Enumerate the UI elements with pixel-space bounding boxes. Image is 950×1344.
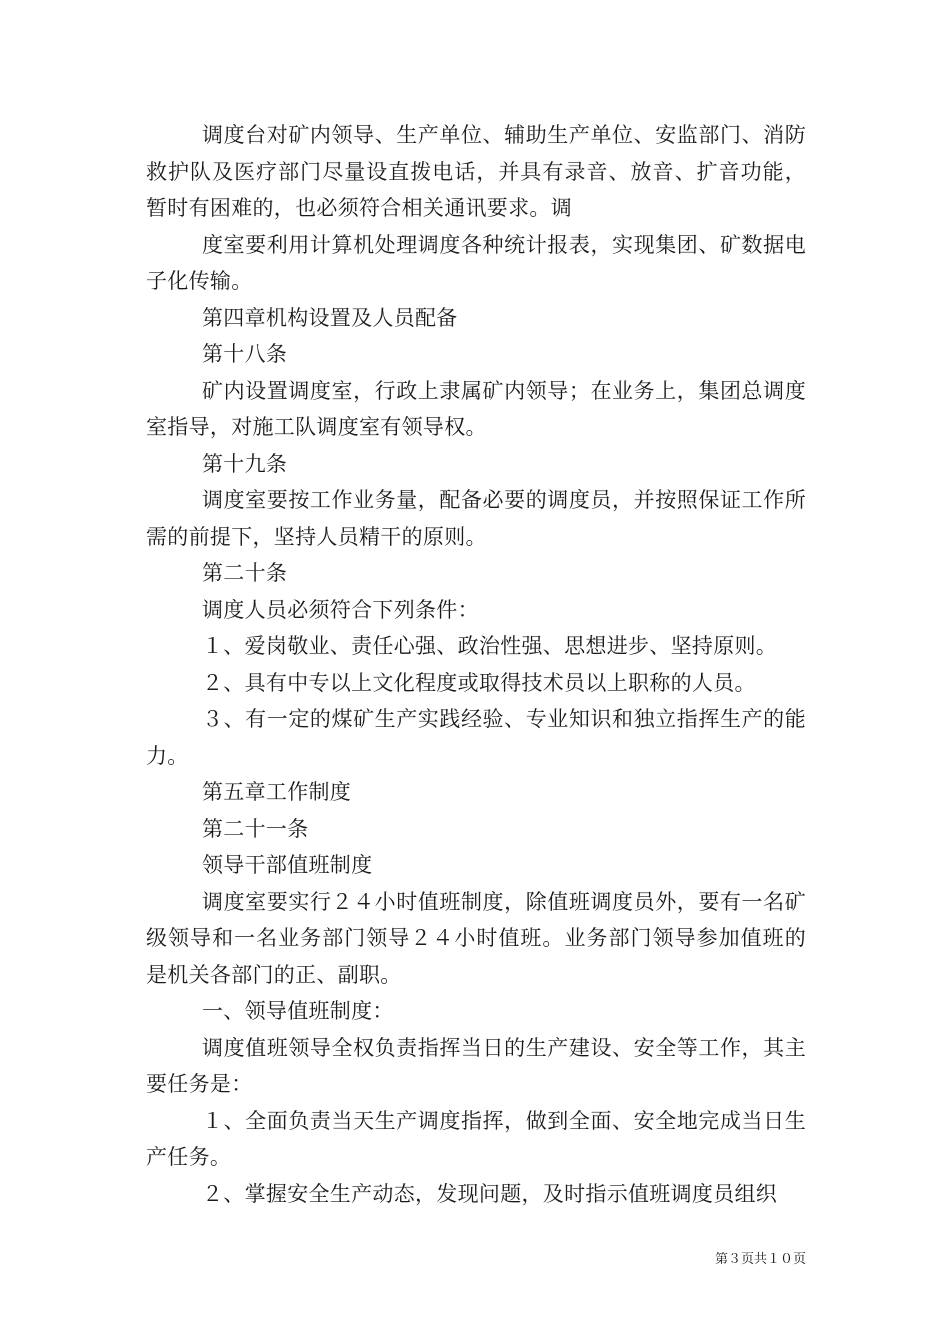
chapter-heading: 第五章工作制度 <box>202 780 352 804</box>
page-number: 第３页共１０页 <box>714 1252 806 1267</box>
paragraph: 调度台对矿内领导、生产单位、辅助生产单位、安监部门、消防救护队及医疗部门尽量设直拨电话，并具有录音、放音、扩音功能，暂时有困难的，也必须符合相关通讯要求。调 <box>146 123 806 220</box>
paragraph: 矿内设置调度室，行政上隶属矿内领导；在业务上，集团总调度室指导，对施工队调度室有领导权。 <box>146 378 806 439</box>
list-item: ２、具有中专以上文化程度或取得技术员以上职称的人员。 <box>202 670 756 695</box>
paragraph: 调度人员必须符合下列条件： <box>202 597 479 622</box>
list-item: １、全面负责当天生产调度指挥，做到全面、安全地完成当日生产任务。 <box>146 1108 806 1169</box>
document-body <box>146 117 806 1212</box>
section-heading: 一、领导值班制度： <box>202 999 394 1023</box>
chapter-heading: 第四章机构设置及人员配备 <box>202 305 458 330</box>
list-item: ３、有一定的煤矿生产实践经验、专业知识和独立指挥生产的能力。 <box>146 707 806 768</box>
paragraph: 调度室要实行２４小时值班制度，除值班调度员外，要有一名矿级领导和一名业务部门领导２４小时值班。业务部门领导参加值班的是机关各部门的正、副职。 <box>146 889 806 987</box>
paragraph: 调度室要按工作业务量，配备必要的调度员，并按照保证工作所需的前提下，坚持人员精干的原则。 <box>146 488 806 549</box>
section-heading: 领导干部值班制度 <box>202 853 373 877</box>
paragraph: 度室要利用计算机处理调度各种统计报表，实现集团、矿数据电子化传输。 <box>146 232 806 293</box>
list-item: ２、掌握安全生产动态，发现问题，及时指示值班调度员组织 <box>202 1181 778 1206</box>
article-heading: 第二十一条 <box>202 816 309 841</box>
article-heading: 第十九条 <box>202 451 288 476</box>
article-heading: 第十八条 <box>202 342 288 366</box>
paragraph: 调度值班领导全权负责指挥当日的生产建设、安全等工作，其主要任务是： <box>146 1035 806 1096</box>
list-item: １、爱岗敬业、责任心强、政治性强、思想进步、坚持原则。 <box>202 634 778 658</box>
article-heading: 第二十条 <box>202 561 288 585</box>
